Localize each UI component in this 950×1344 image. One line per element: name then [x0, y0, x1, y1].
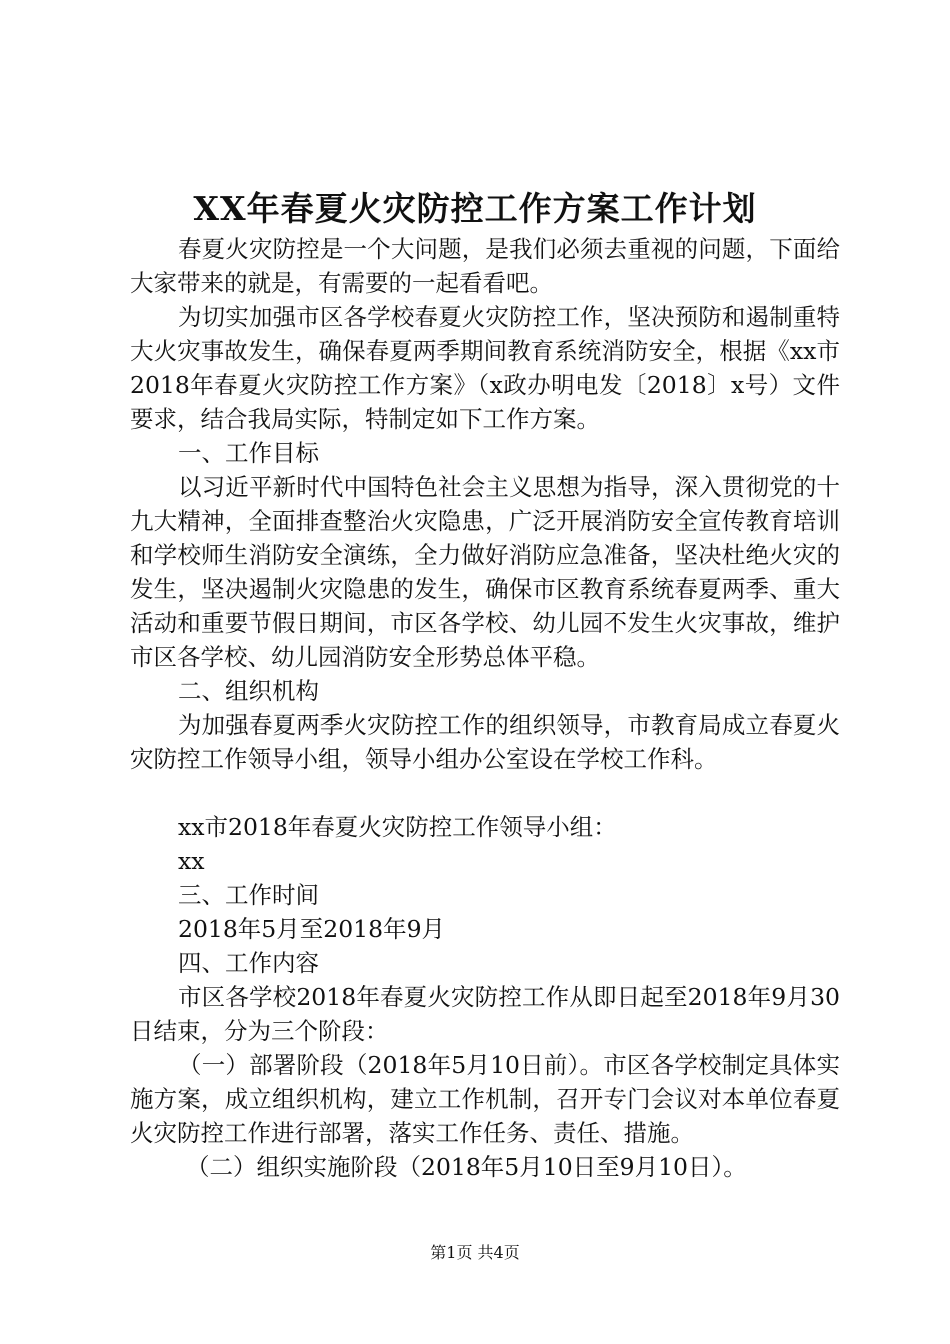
section-heading-content: 四、工作内容: [178, 949, 319, 977]
leading-group-label: xx市2018年春夏火灾防控工作领导小组：: [178, 813, 617, 841]
document-title: XX年春夏火灾防控工作方案工作计划: [193, 189, 757, 228]
stage-two-paragraph: （二）组织实施阶段（2018年5月10日至9月10日）。: [186, 1153, 747, 1181]
blank-line: [130, 776, 840, 810]
stage-one-paragraph: （一）部署阶段（2018年5月10日前）。市区各学校制定具体实施方案，成立组织机构，建立工作机制，召开专门会议对本单位春夏火灾防控工作进行部署，落实工作任务、责任、措施。: [130, 1051, 840, 1147]
organization-paragraph: 为加强春夏两季火灾防控工作的组织领导，市教育局成立春夏火灾防控工作领导小组，领导小组办公室设在学校工作科。: [130, 711, 840, 773]
content-paragraph: 市区各学校2018年春夏火灾防控工作从即日起至2018年9月30日结束，分为三个阶段：: [130, 983, 840, 1045]
background-paragraph: 为切实加强市区各学校春夏火灾防控工作，坚决预防和遏制重特大火灾事故发生，确保春夏两季期间教育系统消防安全，根据《xx市2018年春夏火灾防控工作方案》（x政办明电发〔2018〕x号）文件要求，结合我局实际，特制定如下工作方案。: [130, 303, 840, 433]
intro-paragraph: 春夏火灾防控是一个大问题，是我们必须去重视的问题，下面给大家带来的就是，有需要的一起看看吧。: [130, 235, 840, 297]
leading-group-members: xx: [178, 847, 205, 875]
section-heading-goals: 一、工作目标: [178, 439, 319, 467]
section-heading-time: 三、工作时间: [178, 881, 319, 909]
section-heading-organization: 二、组织机构: [178, 677, 319, 705]
page-footer: 第1页 共4页: [430, 1243, 520, 1262]
goals-paragraph: 以习近平新时代中国特色社会主义思想为指导，深入贯彻党的十九大精神，全面排查整治火灾隐患，广泛开展消防安全宣传教育培训和学校师生消防安全演练，全力做好消防应急准备，坚决杜绝火灾的发生，坚决遏制火灾隐患的发生，确保市区教育系统春夏两季、重大活动和重要节假日期间，市区各学校、幼儿园不发生火灾事故，维护市区各学校、幼儿园消防安全形势总体平稳。: [130, 473, 840, 671]
document-body: [130, 232, 840, 1184]
time-range: 2018年5月至2018年9月: [178, 915, 446, 943]
